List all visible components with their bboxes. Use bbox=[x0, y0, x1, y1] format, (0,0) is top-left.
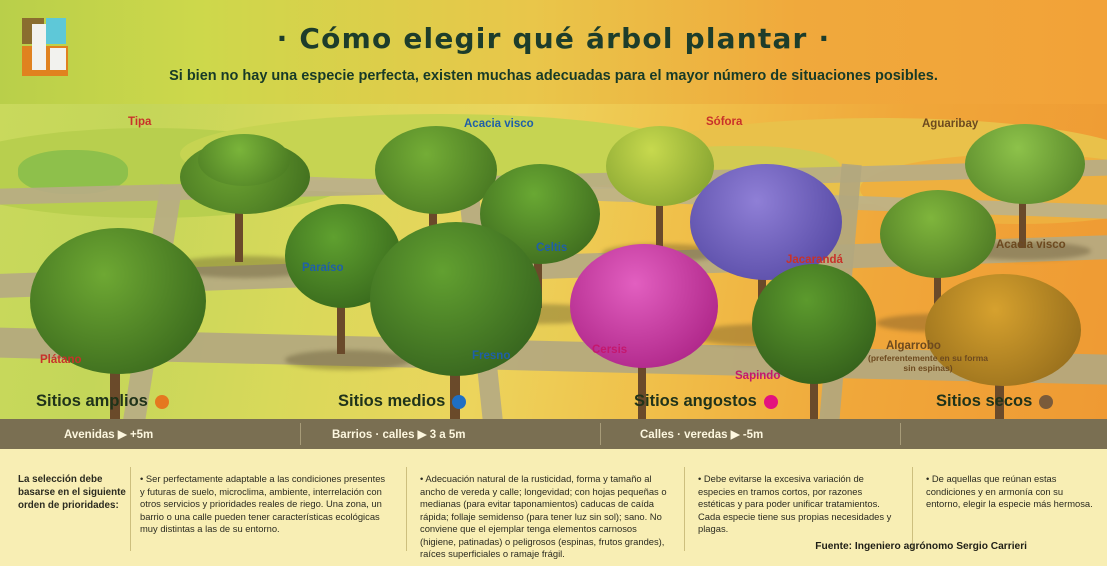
category-sitios-angostos bbox=[634, 392, 778, 411]
label-algarrobo-note: (preferentemente en su forma sin espinas) bbox=[868, 353, 988, 373]
label-cersis: Cersis bbox=[592, 344, 628, 356]
landscape-illustration bbox=[0, 104, 1107, 419]
category-sitios-secos bbox=[936, 392, 1053, 411]
label-sapindo: Sapindo bbox=[735, 370, 781, 382]
label-jacaranda: Jacarandá bbox=[786, 254, 843, 266]
bar-divider bbox=[600, 423, 601, 445]
source-credit: Fuente: Ingeniero agrónomo Sergio Carrieri bbox=[815, 541, 1027, 552]
category-dot-icon bbox=[1039, 395, 1053, 409]
label-aguaribay: Aguaribay bbox=[922, 118, 979, 130]
subtitle-amplios: Avenidas ▶ +5m bbox=[64, 429, 154, 441]
label-celtis: Celtis bbox=[536, 242, 568, 254]
footer-divider bbox=[130, 467, 131, 551]
label-algarrobo: Algarrobo bbox=[886, 340, 941, 352]
category-dot-icon bbox=[155, 395, 169, 409]
label-tipa: Tipa bbox=[128, 116, 152, 128]
page-title: · Cómo elegir qué árbol plantar · bbox=[276, 22, 831, 55]
category-label: Sitios angostos bbox=[634, 392, 757, 410]
label-acacia-visco-1: Acacia visco bbox=[464, 118, 534, 130]
bar-divider bbox=[900, 423, 901, 445]
label-paraiso: Paraíso bbox=[302, 262, 344, 274]
label-sofora: Sófora bbox=[706, 116, 743, 128]
footer-col-3: • Debe evitarse la excesiva variación de especies en tramos cortos, por razones estéticas y para poder unificar tratamientos. Cada especie tiene sus propias necesidades y plagas. bbox=[698, 473, 892, 534]
footer-col-1: • Ser perfectamente adaptable a las condiciones presentes y futuras de suelo, microclima, ambiente, interrelación con otros servicios y prioridades reales de riego. Una zona, un barrio o una calle pueden tener características ecológicas muy distintas a las de su entorno. bbox=[140, 473, 386, 534]
category-label: Sitios secos bbox=[936, 392, 1033, 410]
footer-divider bbox=[684, 467, 685, 551]
footer-col-4: • De aquellas que reúnan estas condiciones y en armonía con su entorno, elegir la especie más hermosa. bbox=[926, 473, 1093, 509]
category-sitios-medios bbox=[338, 392, 466, 411]
label-fresno: Fresno bbox=[472, 350, 511, 362]
label-platano: Plátano bbox=[40, 354, 82, 366]
category-dot-icon bbox=[452, 395, 466, 409]
label-acacia-visco-2: Acacia visco bbox=[996, 239, 1066, 251]
subtitle-medios: Barrios · calles ▶ 3 a 5m bbox=[332, 429, 466, 441]
category-label: Sitios medios bbox=[338, 392, 446, 410]
subtitle-angostos: Calles · veredas ▶ -5m bbox=[640, 429, 764, 441]
category-dot-icon bbox=[764, 395, 778, 409]
footer-intro: La selección debe basarse en el siguiente orden de prioridades: bbox=[18, 474, 126, 512]
bar-divider bbox=[300, 423, 301, 445]
footer-divider bbox=[406, 467, 407, 551]
category-sitios-amplios bbox=[36, 392, 169, 411]
page-subtitle: Si bien no hay una especie perfecta, existen muchas adecuadas para el mayor número de situaciones posibles. bbox=[169, 68, 938, 84]
footer-panel bbox=[0, 449, 1107, 566]
footer-col-2: • Adecuación natural de la rusticidad, forma y tamaño al ancho de vereda y calle; longevidad; con hojas pequeñas o medianas (para evitar taponamientos) caducas de caída rápida; follaje semidenso (para tener luz sin sol); sano. No conviene que el ejemplar tenga elementos carnosos (higiene, patinadas) o peligrosos (espinas, frutos grandes), raíces superficiales o ramaje frágil. bbox=[420, 473, 667, 559]
category-row bbox=[0, 392, 1107, 426]
footer-divider bbox=[912, 467, 913, 551]
header-banner bbox=[0, 0, 1107, 104]
category-label: Sitios amplios bbox=[36, 392, 148, 410]
